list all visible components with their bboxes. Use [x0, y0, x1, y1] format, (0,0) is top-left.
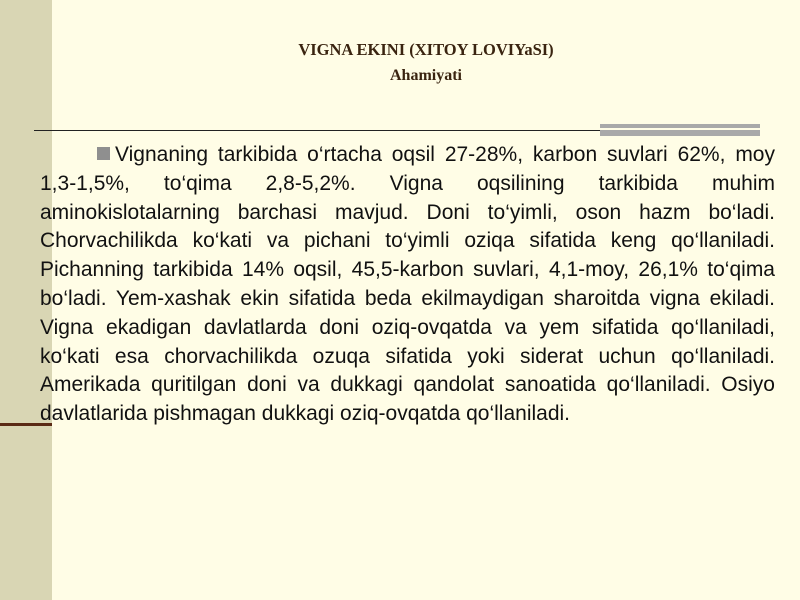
- body-text: Vignaning tarkibida o‘rtacha oqsil 27-28%, karbon suvlari 62%, moy 1,3-1,5%, to‘qima 2,8-5,2%. Vigna oqsilining tarkibida muhim aminokislotalarning barchasi mavjud. Doni to‘yimli, oson hazm bo‘ladi. Chorvachilikda ko‘kati va pichani to‘yimli oziqa sifatida keng qo‘llaniladi. Pichanning tarkibida 14% oqsil, 45,5-karbon suvlari, 4,1-moy, 26,1% to‘qima bo‘ladi. Yem-xashak ekin sifatida beda ekilmaydigan sharoitda vigna ekiladi. Vigna ekadigan davlatlarda doni oziq-ovqatda va yem sifatida qo‘llaniladi, ko‘kati esa chorvachilikda ozuqa sifatida yoki siderat uchun qo‘llaniladi. Amerikada quritilgan doni va dukkagi qandolat sanoatida qo‘llaniladi. Osiyo davlatlarida pishmagan dukkagi oziq-ovqatda qo‘llaniladi.: [40, 143, 775, 426]
- accent-bar: [600, 124, 760, 136]
- slide-title: VIGNA EKINI (XITOY LOVIYaSI): [298, 40, 554, 59]
- square-bullet-icon: [97, 147, 110, 160]
- slide-header: [52, 40, 800, 86]
- body-paragraph: [40, 141, 775, 429]
- slide-subtitle: Ahamiyati: [390, 67, 462, 84]
